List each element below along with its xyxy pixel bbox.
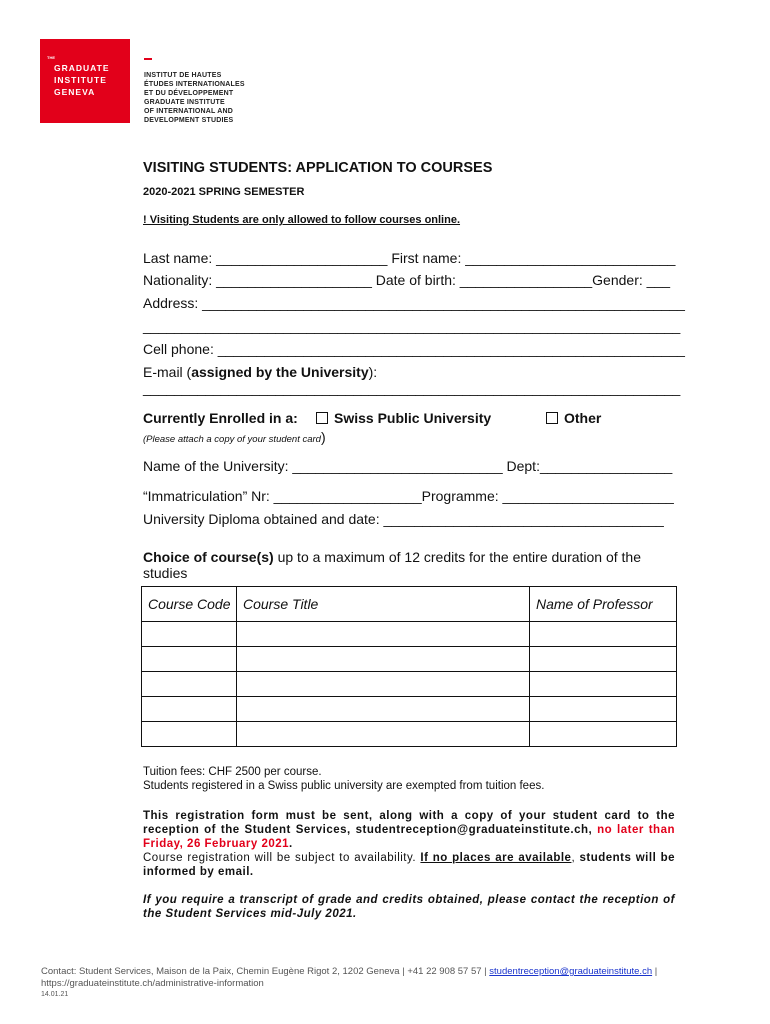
choice-heading <box>143 549 641 565</box>
professor-cell[interactable] <box>530 647 677 672</box>
course-title-cell[interactable] <box>237 722 530 747</box>
cell-phone-field[interactable]: Cell phone: ____________________________________________________________ <box>143 341 685 357</box>
tuition-fees: Tuition fees: CHF 2500 per course. <box>143 766 322 778</box>
red-dash-mark <box>144 58 152 60</box>
attach-card-note <box>143 429 326 445</box>
email-label-suffix: ): <box>368 364 378 380</box>
name-fields[interactable]: Last name: ______________________ First name: ___________________________ <box>143 250 676 266</box>
header-course-title: Course Title <box>237 587 530 622</box>
no-places-note: If no places are available <box>420 852 572 864</box>
course-code-cell[interactable] <box>142 697 237 722</box>
logo-line-3: GENEVA <box>54 87 96 97</box>
logo-line-2: INSTITUTE <box>54 75 107 85</box>
semester-heading: 2020-2021 SPRING SEMESTER <box>143 186 305 198</box>
table-row <box>142 647 677 672</box>
email-notification-note: students will be informed by email. <box>143 852 676 878</box>
course-code-cell[interactable] <box>142 622 237 647</box>
course-code-cell[interactable] <box>142 722 237 747</box>
email-label-bold: assigned by the University <box>191 364 369 380</box>
availability-note: Course registration will be subject to availability. <box>143 852 421 864</box>
attach-card-note-text: (Please attach a copy of your student card <box>143 434 321 445</box>
institution-name-en-2: OF INTERNATIONAL AND <box>144 108 234 115</box>
course-title-cell[interactable] <box>237 622 530 647</box>
institution-name-fr-1: INSTITUT DE HAUTES <box>144 72 222 79</box>
professor-cell[interactable] <box>530 622 677 647</box>
institution-name-en-3: DEVELOPMENT STUDIES <box>144 117 234 124</box>
choice-heading-rest: up to a maximum of 12 credits for the entire duration of the <box>273 549 642 565</box>
enrolled-label: Currently Enrolled in a: <box>143 410 298 426</box>
course-title-cell[interactable] <box>237 697 530 722</box>
footer-pipe: | <box>652 966 658 977</box>
table-row <box>142 622 677 647</box>
swiss-university-label: Swiss Public University <box>334 410 492 426</box>
choice-heading-line-2: studies <box>143 565 188 581</box>
courses-table <box>141 586 677 747</box>
footer-email-link[interactable]: studentreception@graduateinstitute.ch <box>489 966 653 977</box>
logo-line-1: GRADUATE <box>54 63 110 73</box>
immatriculation-field[interactable]: “Immatriculation” Nr: ___________________Programme: ______________________ <box>143 488 674 504</box>
professor-cell[interactable] <box>530 722 677 747</box>
other-label: Other <box>564 410 602 426</box>
email-label-prefix: E-mail ( <box>143 364 192 380</box>
submission-deadline: no later than Friday, 26 February 2021 <box>143 824 675 850</box>
other-checkbox[interactable] <box>546 412 558 424</box>
footer-contact-text: Contact: Student Services, Maison de la Paix, Chemin Eugène Rigot 2, 1202 Geneva | +41 22 908 57 57 | <box>41 966 490 977</box>
fee-exemption: Students registered in a Swiss public university are exempted from tuition fees. <box>143 780 545 792</box>
form-title: VISITING STUDENTS: APPLICATION TO COURSES <box>143 160 493 176</box>
footer-url[interactable]: https://graduateinstitute.ch/administrative-information <box>41 978 264 989</box>
choice-heading-bold: Choice of course(s) <box>143 549 274 565</box>
swiss-university-checkbox[interactable] <box>316 412 328 424</box>
email-field[interactable]: _____________________________________________________________________ <box>143 380 681 396</box>
course-title-cell[interactable] <box>237 672 530 697</box>
logo-the: THE <box>47 55 55 60</box>
address-field[interactable]: Address: ______________________________________________________________ <box>143 295 685 311</box>
professor-cell[interactable] <box>530 672 677 697</box>
course-title-cell[interactable] <box>237 647 530 672</box>
transcript-note: If you require a transcript of grade and credits obtained, please contact the reception of the Student Services mid-July 2021. <box>143 894 675 920</box>
nationality-fields[interactable]: Nationality: ____________________ Date of birth: _________________Gender: ___ <box>143 272 670 288</box>
footer-date: 14.01.21 <box>41 991 69 998</box>
course-code-cell[interactable] <box>142 647 237 672</box>
table-row <box>142 672 677 697</box>
university-name-field[interactable]: Name of the University: ___________________________ Dept:_________________ <box>143 458 673 474</box>
institute-logo <box>40 39 130 123</box>
online-notice: ! Visiting Students are only allowed to follow courses online. <box>143 214 461 226</box>
institution-name-fr-3: ET DU DÉVELOPPEMENT <box>144 90 234 97</box>
institution-name-fr-2: ÉTUDES INTERNATIONALES <box>144 81 245 88</box>
header-course-code: Course Code <box>142 587 237 622</box>
submission-instructions: This registration form must be sent, along with a copy of your student card to the reception of the Student Services, studentreception@graduateinstitute.ch, <box>143 810 675 836</box>
submission-paragraph <box>143 809 675 879</box>
courses-table-header <box>142 587 677 622</box>
table-row <box>142 722 677 747</box>
diploma-field[interactable]: University Diploma obtained and date: ____________________________________ <box>143 511 664 527</box>
course-code-cell[interactable] <box>142 672 237 697</box>
other-option[interactable] <box>546 410 601 426</box>
email-label <box>143 364 377 380</box>
availability-comma: , <box>571 852 580 864</box>
submission-period: . <box>289 838 293 850</box>
footer-contact <box>41 966 657 977</box>
attach-card-note-paren: ) <box>320 429 326 445</box>
swiss-university-option[interactable] <box>316 410 491 426</box>
professor-cell[interactable] <box>530 697 677 722</box>
address-field-line-2[interactable]: _____________________________________________________________________ <box>143 318 681 334</box>
institution-name-en-1: GRADUATE INSTITUTE <box>144 99 225 106</box>
table-row <box>142 697 677 722</box>
header-professor: Name of Professor <box>530 587 677 622</box>
